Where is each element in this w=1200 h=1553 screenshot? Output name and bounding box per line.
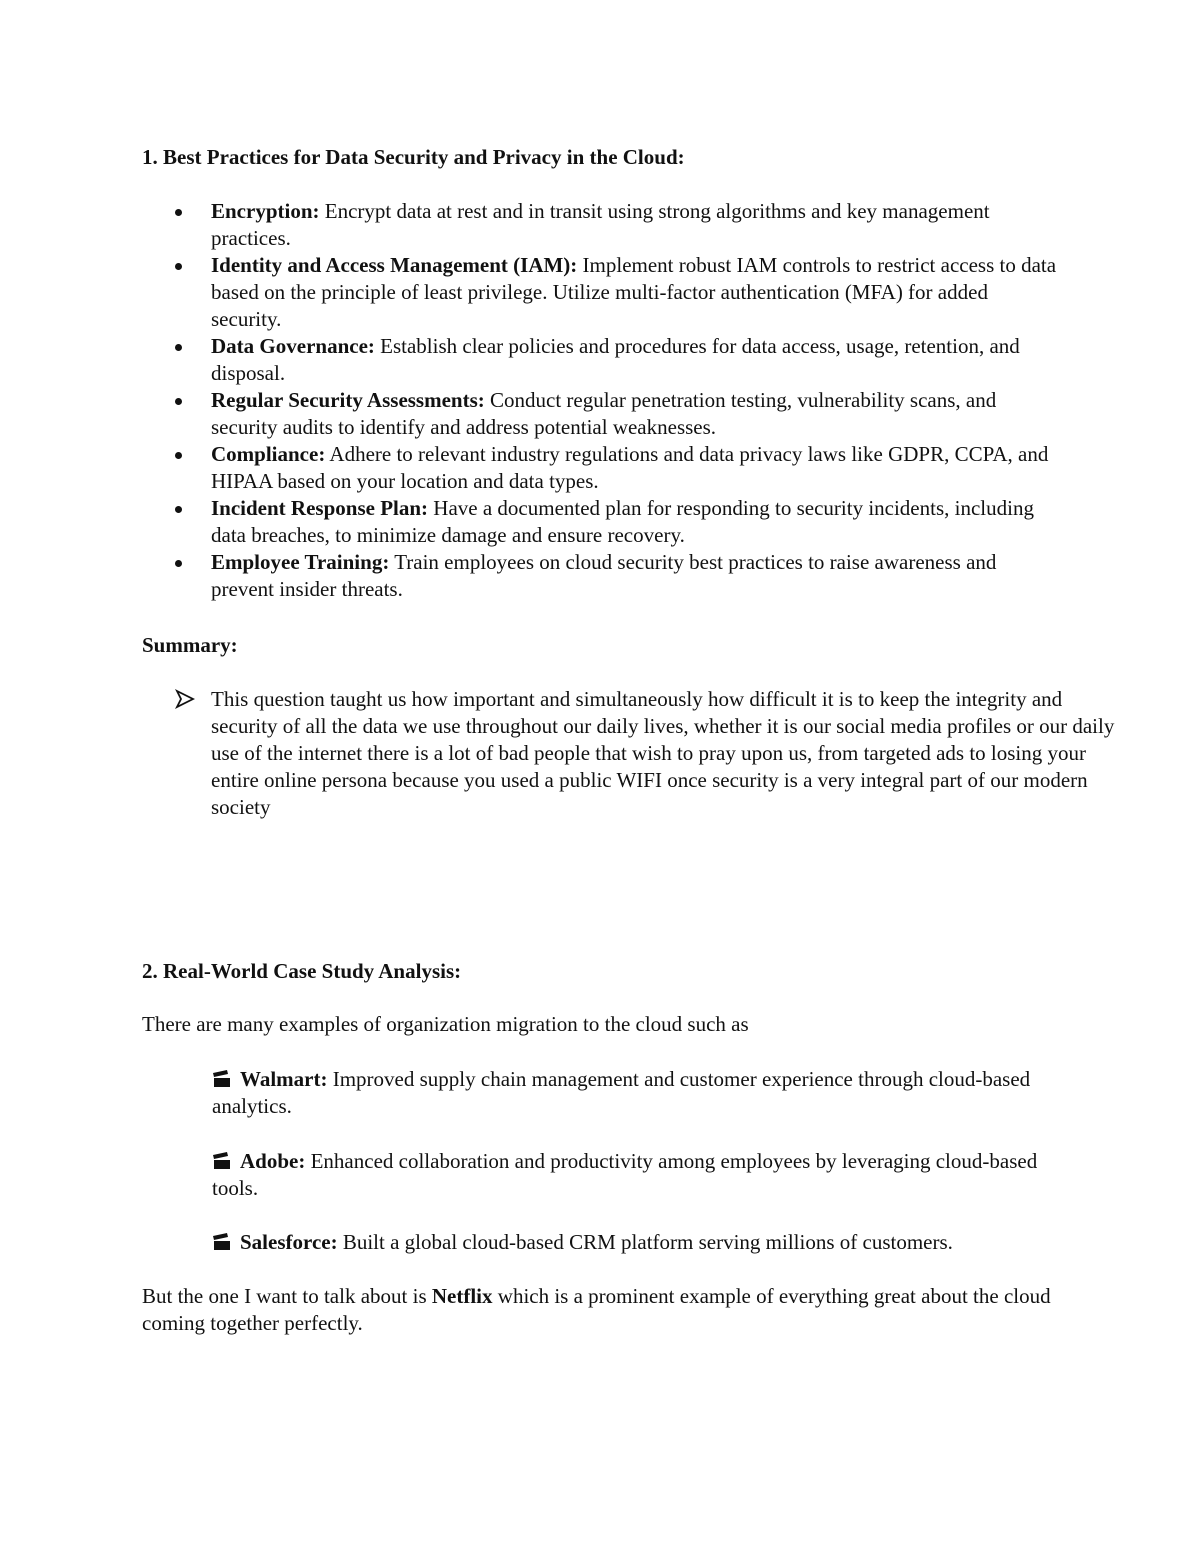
- item-text: Encrypt data at rest and in transit using strong algorithms and key management practices.: [211, 199, 990, 250]
- closing-text-end: which is a prominent example of everything great about the cloud coming together perfectly.: [142, 1284, 1051, 1335]
- case-item-walmart: [212, 1066, 1062, 1120]
- clapperboard-icon: [212, 1233, 232, 1251]
- case-text: Enhanced collaboration and productivity among employees by leveraging cloud-based tools.: [212, 1149, 1038, 1200]
- bullet-icon: [175, 263, 182, 270]
- bullet-icon: [175, 209, 182, 216]
- item-text: Conduct regular penetration testing, vulnerability scans, and security audits to identify and address potential weaknesses.: [211, 388, 997, 439]
- list-item: [142, 387, 1062, 441]
- item-text: Have a documented plan for responding to security incidents, including data breaches, to minimize damage and ensure recovery.: [211, 496, 1034, 547]
- case-item-adobe: [212, 1148, 1062, 1202]
- item-term: Regular Security Assessments:: [211, 388, 485, 412]
- list-item: [142, 333, 1062, 387]
- section2-heading: 2. Real-World Case Study Analysis:: [142, 959, 462, 983]
- summary-heading: Summary:: [142, 633, 238, 657]
- bullet-icon: [175, 506, 182, 513]
- case-item-salesforce: [212, 1229, 1062, 1256]
- case-name: Walmart:: [240, 1067, 328, 1091]
- clapperboard-icon: [212, 1070, 232, 1088]
- item-text: Implement robust IAM controls to restrict access to data based on the principle of least privilege. Utilize multi-factor authentication (MFA) for added security.: [211, 253, 1057, 331]
- summary-text: This question taught us how important and simultaneously how difficult it is to keep the integrity and security of all the data we use throughout our daily lives, whether it is our social media profiles or our daily use of the internet there is a lot of bad people that wish to pray upon us, from targeted ads to losing your entire online persona because you used a public WIFI once security is a very integral part of our modern society: [211, 687, 1115, 819]
- item-term: Incident Response Plan:: [211, 496, 429, 520]
- list-item: [142, 198, 1062, 252]
- item-text: Train employees on cloud security best practices to raise awareness and prevent insider threats.: [211, 550, 997, 601]
- summary-item: [142, 686, 1131, 821]
- best-practices-list: [142, 198, 1062, 603]
- bullet-icon: [175, 452, 182, 459]
- list-item: [142, 252, 1062, 333]
- item-term: Data Governance:: [211, 334, 375, 358]
- list-item: [142, 549, 1062, 603]
- case-text: Built a global cloud-based CRM platform serving millions of customers.: [337, 1230, 953, 1254]
- item-term: Employee Training:: [211, 550, 390, 574]
- case-intro: There are many examples of organization migration to the cloud such as: [142, 1012, 749, 1036]
- case-name: Adobe:: [240, 1149, 306, 1173]
- closing-text: But the one I want to talk about is: [142, 1284, 432, 1308]
- item-text: Establish clear policies and procedures for data access, usage, retention, and disposal.: [211, 334, 1020, 385]
- closing-bold: Netflix: [431, 1284, 493, 1308]
- item-term: Identity and Access Management (IAM):: [211, 253, 578, 277]
- bullet-icon: [175, 398, 182, 405]
- clapperboard-icon: [212, 1152, 232, 1170]
- item-text: Adhere to relevant industry regulations and data privacy laws like GDPR, CCPA, and HIPAA based on your location and data types.: [211, 442, 1049, 493]
- item-term: Encryption:: [211, 199, 320, 223]
- bullet-icon: [175, 344, 182, 351]
- list-item: [142, 441, 1062, 495]
- case-name: Salesforce:: [240, 1230, 338, 1254]
- closing-paragraph: [142, 1283, 1062, 1337]
- item-term: Compliance:: [211, 442, 326, 466]
- section1-heading: 1. Best Practices for Data Security and Privacy in the Cloud:: [142, 145, 685, 169]
- arrow-bullet-icon: [175, 689, 195, 709]
- case-text: Improved supply chain management and customer experience through cloud-based analytics.: [212, 1067, 1031, 1118]
- list-item: [142, 495, 1062, 549]
- bullet-icon: [175, 560, 182, 567]
